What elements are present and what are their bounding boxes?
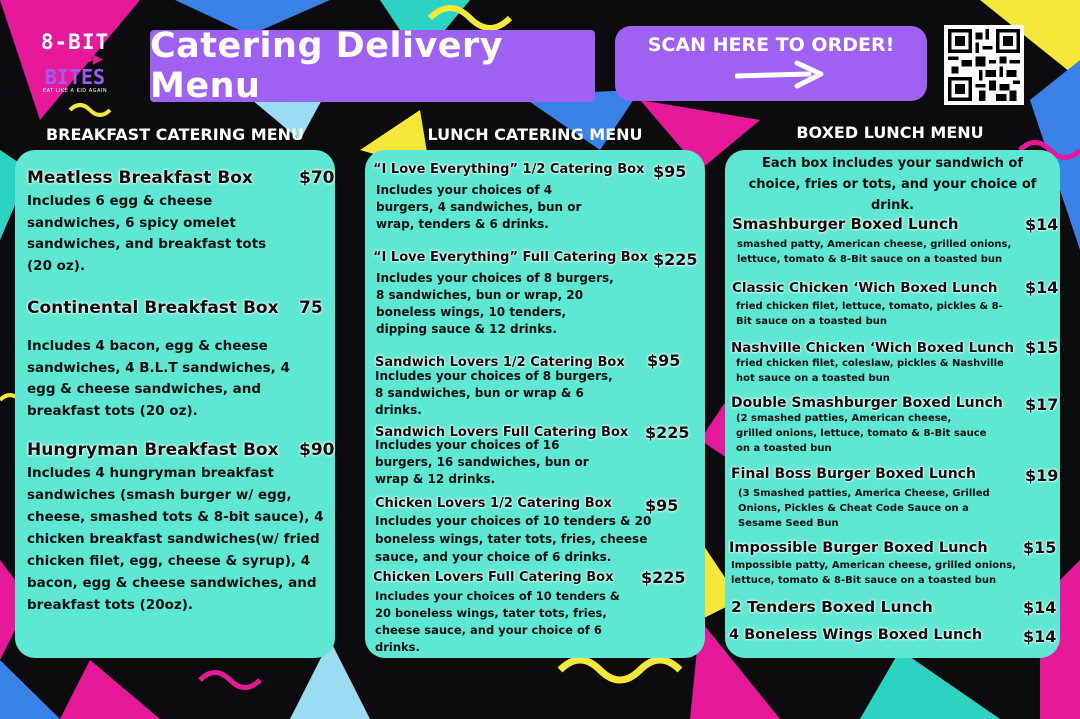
item-name: Final Boss Burger Boxed Lunch: [731, 466, 976, 482]
item-desc: (3 Smashed patties, America Cheese, Grilled Onions, Pickles & Cheat Code Sauce on a Sesame Seed Bun: [738, 488, 990, 529]
breakfast-heading: BREAKFAST CATERING MENU: [45, 125, 305, 144]
title-banner: [150, 26, 595, 106]
menu-item[interactable]: [731, 395, 1059, 456]
item-price: 75: [299, 298, 323, 318]
item-desc: smashed patty, American cheese, grilled onions, lettuce, tomato & 8-Bit sauce on a toasted bun: [737, 239, 1012, 265]
scan-banner[interactable]: [615, 26, 927, 101]
item-name: 2 Tenders Boxed Lunch: [731, 598, 933, 616]
item-price: $225: [645, 423, 690, 442]
menu-item[interactable]: [729, 627, 1057, 646]
item-desc: Includes your choices of 10 tenders & 20 boneless wings, tater tots, fries, cheese sauce, and your choice of 6 drinks.: [375, 514, 652, 564]
item-desc: Impossible patty, American cheese, grilled onions, lettuce, tomato & 8-Bit sauce on a toasted bun: [731, 560, 1016, 586]
menu-item[interactable]: [731, 338, 1059, 386]
item-price: $225: [641, 568, 686, 587]
qr-code-icon: [948, 29, 1020, 101]
item-desc: Includes your choices of 8 burgers, 8 sandwiches, bun or wrap & 6 drinks.: [375, 369, 613, 417]
item-desc: Includes 4 bacon, egg & cheese sandwiches, 4 B.L.T sandwiches, 4 egg & cheese sandwiches, and breakfast tots (20 oz).: [27, 338, 290, 419]
brand-top: 8-BIT: [40, 30, 110, 54]
scan-label: SCAN HERE TO ORDER!: [647, 34, 895, 56]
menu-item[interactable]: [732, 215, 1057, 267]
logo-arrows-icon: ▶▶▶▶▶▶: [48, 52, 102, 67]
item-name: Sandwich Lovers 1/2 Catering Box: [375, 355, 625, 370]
brand-bottom: BITES: [44, 65, 106, 89]
item-desc: Includes 4 hungryman breakfast sandwiches (smash burger w/ egg, cheese, smashed tots & 8-bit sauce), 4 chicken breakfast sandwiches(w/ fried chicken filet, egg, cheese & syrup), 4 bacon, egg & cheese sandwiches, and breakfast tots (20oz).: [27, 465, 324, 613]
menu-item[interactable]: [27, 168, 335, 277]
lunch-heading: LUNCH CATERING MENU: [427, 125, 643, 144]
item-desc: fried chicken filet, coleslaw, pickles & Nashville hot sauce on a toasted bun: [736, 358, 1004, 384]
item-price: $95: [653, 162, 687, 181]
breakfast-panel: [15, 150, 335, 658]
qr-code[interactable]: [944, 25, 1024, 105]
item-price: $225: [653, 250, 698, 269]
item-desc: Includes your choices of 8 burgers, 8 sandwiches, bun or wrap, 20 boneless wings, 10 tenders, dipping sauce & 12 drinks.: [376, 271, 614, 336]
menu-item[interactable]: [375, 351, 700, 419]
item-price: $14: [1023, 598, 1057, 617]
item-price: $70: [299, 168, 335, 188]
boxed-heading: BOXED LUNCH MENU: [796, 123, 984, 142]
item-name: Meatless Breakfast Box: [27, 168, 253, 188]
page-title: Catering Delivery Menu: [150, 26, 504, 106]
item-price: $90: [299, 440, 335, 460]
item-name: Hungryman Breakfast Box: [27, 440, 279, 460]
item-name: Double Smashburger Boxed Lunch: [731, 395, 1003, 411]
item-name: Continental Breakfast Box: [27, 298, 279, 318]
item-desc: (2 smashed patties, American cheese, grilled onions, lettuce, tomato & 8-Bit sauce on a toasted bun: [736, 413, 987, 454]
item-name: “I Love Everything” 1/2 Catering Box: [373, 162, 645, 177]
boxed-panel: [725, 150, 1060, 658]
menu-item[interactable]: [373, 162, 698, 233]
item-price: $95: [647, 351, 681, 370]
item-name: Impossible Burger Boxed Lunch: [729, 540, 988, 556]
boxed-intro: Each box includes your sandwich of choice, fries or tots, and your choice of drink.: [748, 156, 1037, 213]
item-price: $14: [1025, 215, 1059, 234]
item-price: $14: [1025, 278, 1059, 297]
menu-item[interactable]: [729, 538, 1057, 588]
menu-item[interactable]: [731, 598, 1056, 616]
item-name: Chicken Lovers Full Catering Box: [373, 570, 614, 585]
item-price: $15: [1025, 338, 1059, 357]
menu-item[interactable]: [27, 440, 335, 616]
menu-item[interactable]: [732, 280, 1057, 329]
item-price: $15: [1023, 538, 1057, 557]
arrow-right-icon: [735, 60, 825, 90]
item-desc: Includes your choices of 4 burgers, 4 sandwiches, bun or wrap, tenders & 6 drinks.: [376, 183, 582, 231]
item-desc: Includes your choices of 16 burgers, 16 sandwiches, bun or wrap & 12 drinks.: [375, 438, 589, 486]
lunch-panel: [365, 150, 705, 658]
item-name: “I Love Everything” Full Catering Box: [373, 250, 648, 265]
item-name: 4 Boneless Wings Boxed Lunch: [729, 627, 983, 643]
item-desc: Includes 6 egg & cheese sandwiches, 6 spicy omelet sandwiches, and breakfast tots (20 oz).: [27, 193, 267, 274]
item-name: Smashburger Boxed Lunch: [732, 215, 959, 233]
item-desc: fried chicken filet, lettuce, tomato, pickles & 8-Bit sauce on a toasted bun: [736, 301, 1003, 327]
brand-tagline: EAT LIKE A KID AGAIN: [42, 88, 108, 94]
menu-item[interactable]: [731, 466, 1059, 531]
item-name: Chicken Lovers 1/2 Catering Box: [375, 496, 612, 511]
item-desc: Includes your choices of 10 tenders & 20 boneless wings, tater tots, fries, cheese sauce, and your choice of 6 drinks.: [375, 589, 620, 654]
item-name: Sandwich Lovers Full Catering Box: [375, 425, 629, 440]
menu-item[interactable]: [375, 496, 700, 566]
item-price: $17: [1025, 395, 1059, 414]
item-name: Nashville Chicken ‘Wich Boxed Lunch: [731, 340, 1015, 356]
menu-item[interactable]: [375, 425, 700, 488]
menu-item[interactable]: [373, 250, 698, 338]
brand-logo: [30, 30, 120, 100]
item-price: $95: [645, 496, 679, 515]
item-price: $14: [1023, 627, 1057, 646]
item-price: $19: [1025, 466, 1059, 485]
item-name: Classic Chicken ‘Wich Boxed Lunch: [732, 280, 998, 296]
menu-item[interactable]: [27, 298, 327, 422]
menu-item[interactable]: [373, 570, 698, 656]
